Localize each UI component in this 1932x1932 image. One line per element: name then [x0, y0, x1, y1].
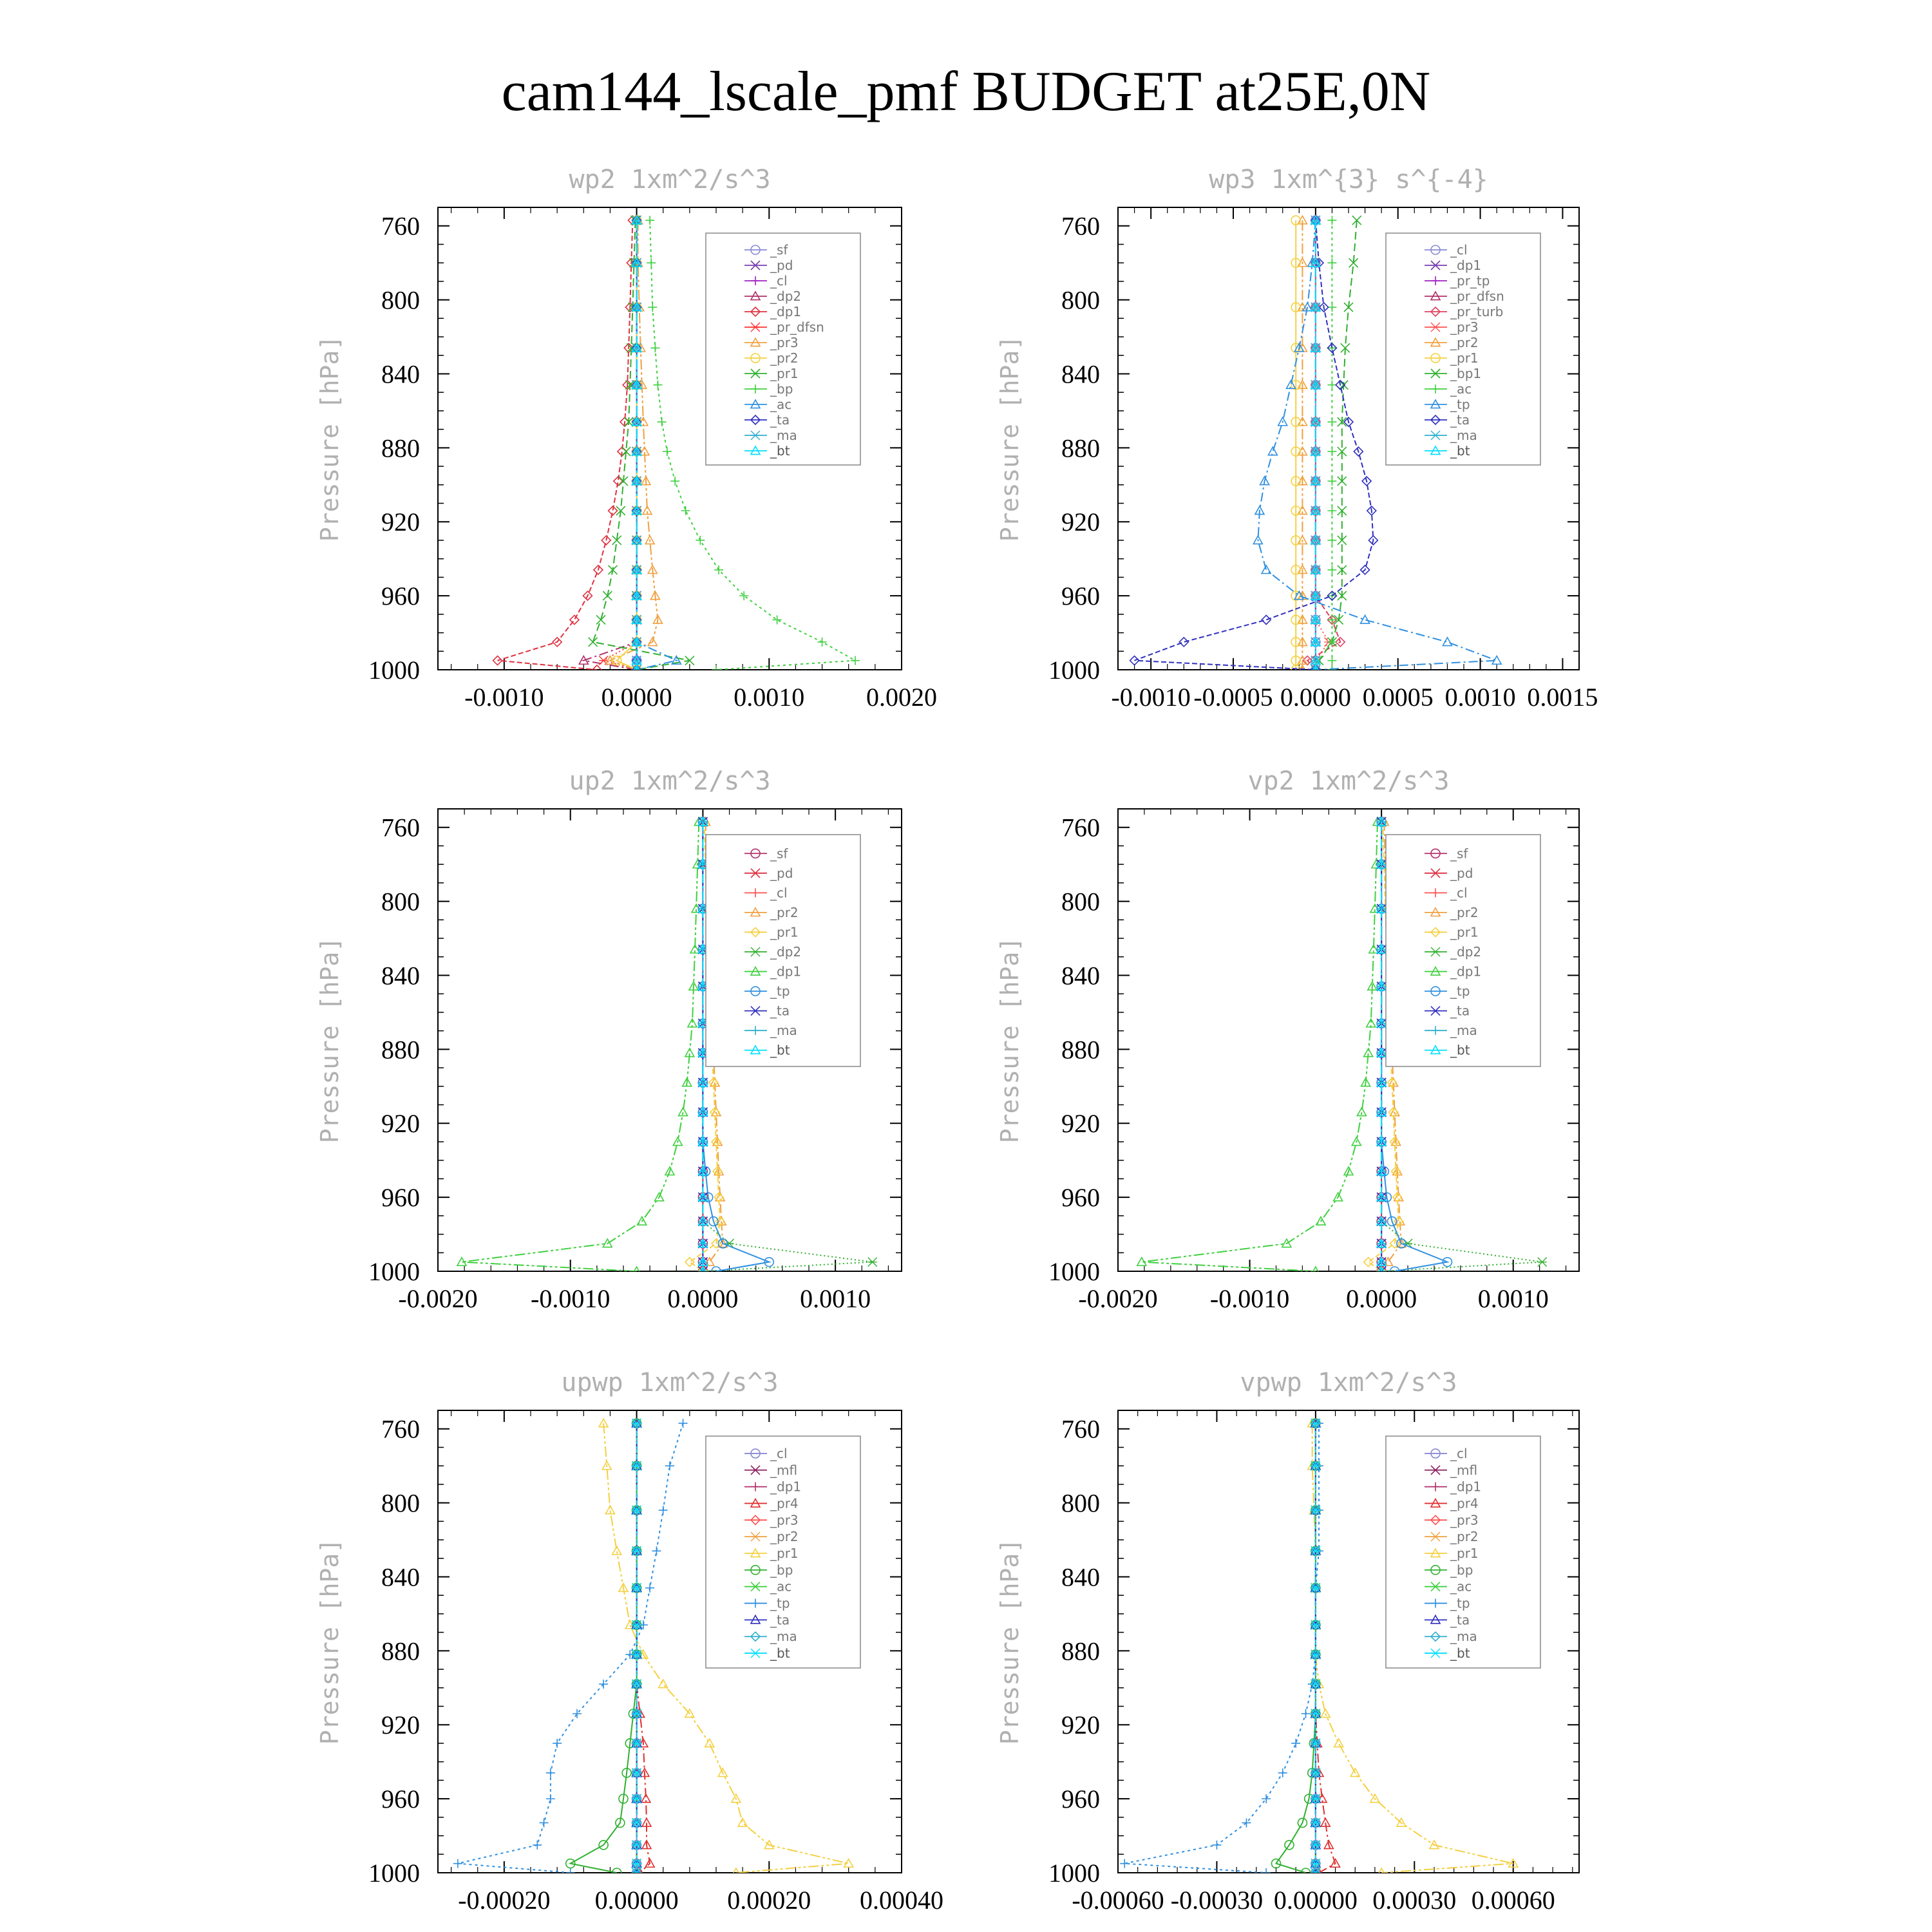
subplot-5 [316, 1368, 943, 1915]
legend-label: _pr1 [770, 1546, 799, 1561]
data-point [596, 615, 605, 624]
legend-label: _pr2 [770, 904, 799, 920]
legend-label: _cl [1450, 1445, 1468, 1461]
series-line-dp1 [1142, 822, 1378, 1271]
data-point [681, 506, 690, 515]
x-tick-label: 0.0000 [1280, 683, 1351, 712]
data-point [1327, 536, 1336, 545]
legend-label: _ma [770, 428, 797, 443]
y-tick-label: 760 [381, 1414, 420, 1444]
y-axis-label: Pressure [hPa] [316, 1538, 344, 1745]
x-tick-label: -0.0020 [398, 1284, 478, 1313]
legend-label: _ac [770, 397, 792, 412]
legend-label: _ac [1450, 1578, 1472, 1595]
data-point [1212, 1841, 1221, 1850]
data-point [1262, 1868, 1271, 1877]
legend-label: _bp1 [1450, 366, 1482, 381]
series-line-pr_dfsn [603, 220, 637, 670]
data-point [670, 477, 679, 486]
legend-label: _pr1 [1450, 1546, 1479, 1561]
subplot-1 [316, 165, 937, 712]
data-point [645, 1584, 654, 1593]
data-point [609, 565, 618, 574]
legend-label: _ac [1450, 381, 1472, 397]
y-tick-label: 840 [381, 961, 420, 990]
x-tick-label: -0.0005 [1193, 683, 1273, 712]
x-tick-label: -0.0010 [1209, 1284, 1290, 1313]
legend-label: _pr4 [770, 1495, 799, 1511]
data-point [1321, 1709, 1330, 1718]
subplot-title: upwp 1xm^2/s^3 [561, 1368, 779, 1397]
legend-label: _bt [770, 1042, 790, 1058]
subplot-title: vpwp 1xm^2/s^3 [1240, 1368, 1457, 1397]
legend-label: _pd [1450, 865, 1473, 881]
y-tick-label: 840 [381, 359, 420, 389]
legend-label: _sf [770, 242, 788, 258]
y-tick-label: 800 [381, 887, 420, 916]
data-point [685, 1258, 694, 1267]
x-tick-label: 0.00040 [860, 1886, 943, 1915]
subplot-title: up2 1xm^2/s^3 [569, 766, 771, 796]
y-tick-label: 960 [1061, 1183, 1100, 1213]
data-point [546, 1794, 555, 1803]
legend-label: _dp1 [770, 1479, 802, 1495]
legend-label: _ta [770, 412, 790, 428]
legend [706, 1436, 860, 1668]
data-point [653, 381, 662, 390]
y-tick-label: 1000 [1048, 1257, 1100, 1286]
legend [706, 835, 860, 1066]
y-axis-label: Pressure [hPa] [996, 1538, 1024, 1745]
data-point [739, 591, 748, 600]
y-tick-label: 880 [1061, 1035, 1100, 1065]
x-tick-label: -0.00060 [1072, 1886, 1164, 1915]
series-line-ac [637, 220, 677, 670]
legend-label: _ma [770, 1629, 797, 1645]
legend-label: _tp [770, 1595, 790, 1611]
y-tick-label: 960 [381, 1183, 420, 1213]
subplot-2 [996, 165, 1598, 712]
y-tick-label: 1000 [1048, 656, 1100, 685]
y-axis-label: Pressure [hPa] [996, 335, 1024, 542]
data-point [1291, 1739, 1300, 1748]
y-tick-label: 760 [1061, 211, 1100, 241]
series-line-bp1 [1316, 220, 1357, 670]
legend-label: _pd [770, 258, 793, 273]
data-point [1334, 1739, 1343, 1747]
legend-label: _pr_turb [1450, 304, 1504, 319]
data-point [663, 447, 672, 456]
legend-label: _tp [770, 983, 790, 999]
legend-label: _ta [770, 1612, 790, 1628]
series-line-tp [1124, 1423, 1319, 1873]
data-point [650, 343, 659, 352]
x-tick-label: 0.0000 [601, 683, 672, 712]
y-tick-label: 800 [1061, 285, 1100, 315]
y-tick-label: 880 [1061, 1636, 1100, 1666]
data-point [1538, 1258, 1547, 1267]
legend-label: _ma [1450, 1023, 1477, 1039]
data-point [1327, 656, 1336, 665]
legend-label: _pr_dfsn [1450, 289, 1504, 304]
legend-label: _dp2 [770, 944, 802, 960]
data-point [533, 1841, 542, 1850]
legend-label: _mfl [1450, 1462, 1478, 1478]
y-tick-label: 800 [381, 285, 420, 315]
data-point [773, 615, 782, 624]
data-point [658, 417, 667, 426]
legend-label: _pr1 [1450, 924, 1479, 940]
legend-label: _bp [770, 1562, 793, 1578]
data-point [1327, 665, 1336, 674]
data-point [1327, 417, 1336, 426]
series-line-dp1 [498, 220, 633, 670]
x-tick-label: 0.0020 [866, 683, 937, 712]
legend-label: _tp [1450, 983, 1470, 999]
legend-label: _pr3 [1450, 1512, 1479, 1528]
x-tick-label: 0.00020 [727, 1886, 811, 1915]
data-point [1327, 216, 1336, 225]
legend-label: _pr2 [1450, 335, 1479, 350]
legend-label: _dp1 [1450, 258, 1482, 273]
data-point [1262, 615, 1271, 624]
subplot-6 [996, 1368, 1579, 1915]
legend [1386, 1436, 1540, 1668]
data-point [1364, 1258, 1373, 1267]
data-point [1268, 447, 1277, 455]
legend-label: _pr2 [1450, 1529, 1479, 1545]
legend-label: _pr2 [770, 350, 799, 366]
x-tick-label: -0.00020 [458, 1886, 551, 1915]
y-tick-label: 920 [381, 1710, 420, 1740]
subplot-title: vp2 1xm^2/s^3 [1247, 766, 1450, 796]
data-point [679, 1419, 688, 1428]
x-tick-label: 0.0000 [667, 1284, 739, 1313]
data-point [1327, 506, 1336, 515]
y-tick-label: 880 [1061, 433, 1100, 463]
series-line-tp [458, 1423, 683, 1873]
data-point [705, 1739, 714, 1747]
legend-label: _pr3 [770, 335, 799, 350]
legend-label: _bt [770, 1645, 790, 1662]
y-tick-label: 960 [1061, 582, 1100, 611]
y-tick-label: 960 [381, 1785, 420, 1814]
subplot-title: wp3 1xm^{3} s^{-4} [1209, 165, 1488, 194]
legend-label: _pr3 [770, 1512, 799, 1528]
x-tick-label: -0.0020 [1078, 1284, 1158, 1313]
data-point [1302, 1709, 1311, 1718]
data-point [453, 1859, 462, 1868]
legend-label: _pd [770, 865, 793, 881]
legend-label: _dp2 [770, 289, 802, 304]
data-point [652, 1546, 661, 1555]
data-point [712, 665, 721, 674]
x-tick-label: 0.0010 [1444, 683, 1516, 712]
series-line-pr4 [1316, 1423, 1336, 1873]
y-tick-label: 800 [1061, 887, 1100, 916]
y-tick-label: 880 [381, 433, 420, 463]
y-tick-label: 1000 [368, 1257, 420, 1286]
x-tick-label: 0.0005 [1362, 683, 1434, 712]
y-tick-label: 920 [381, 507, 420, 537]
y-tick-label: 920 [381, 1109, 420, 1139]
data-point [1327, 258, 1336, 267]
x-tick-label: 0.00000 [1273, 1886, 1358, 1915]
data-point [1278, 1768, 1287, 1777]
data-point [1120, 1859, 1129, 1868]
series-line-ta [1135, 220, 1374, 670]
x-tick-label: -0.00030 [1170, 1886, 1264, 1915]
y-tick-label: 920 [1061, 1109, 1100, 1139]
legend-label: _mfl [770, 1462, 798, 1478]
legend-label: _ma [770, 1023, 797, 1039]
subplot-4 [996, 766, 1579, 1313]
y-tick-label: 960 [1061, 1785, 1100, 1814]
data-point [696, 536, 705, 545]
data-point [1179, 638, 1188, 647]
legend-label: _cl [770, 273, 788, 289]
legend [1386, 835, 1540, 1066]
y-tick-label: 960 [381, 582, 420, 611]
y-tick-label: 800 [1061, 1488, 1100, 1518]
legend-label: _cl [770, 1445, 788, 1461]
y-axis-label: Pressure [hPa] [316, 936, 344, 1144]
data-point [553, 1739, 562, 1748]
x-tick-label: -0.0010 [531, 1284, 611, 1313]
legend-label: _bt [1450, 1042, 1470, 1058]
data-point [1327, 447, 1336, 456]
legend-label: _bt [1450, 443, 1470, 459]
legend-label: _dp1 [1450, 1479, 1482, 1495]
legend-label: _pr_dfsn [770, 319, 824, 335]
x-tick-label: 0.0010 [1477, 1284, 1549, 1313]
legend-label: _bp [1450, 1562, 1473, 1578]
data-point [665, 1461, 674, 1470]
data-point [648, 303, 657, 312]
legend-label: _pr_tp [1450, 273, 1490, 289]
legend-label: _tp [1450, 397, 1470, 412]
series-line-pr4 [637, 1423, 650, 1873]
legend-label: _dp2 [1450, 944, 1482, 960]
data-point [645, 216, 654, 225]
series-line-pr3 [610, 220, 658, 670]
x-tick-label: 0.0010 [734, 683, 805, 712]
data-point [868, 1258, 877, 1267]
legend [1386, 233, 1540, 465]
x-tick-label: 0.00030 [1372, 1886, 1457, 1915]
data-point [1327, 565, 1336, 574]
legend-label: _tp [1450, 1595, 1470, 1611]
legend-label: _ta [770, 1003, 790, 1019]
y-tick-label: 760 [1061, 813, 1100, 842]
legend-label: _ta [1450, 1003, 1470, 1019]
y-tick-label: 760 [381, 211, 420, 241]
legend-label: _dp1 [770, 963, 802, 980]
legend-label: _pr1 [1450, 350, 1479, 366]
legend-label: _ma [1450, 428, 1477, 443]
legend-label: _sf [770, 846, 788, 862]
legend-label: _ma [1450, 1629, 1477, 1645]
x-tick-label: -0.0010 [1111, 683, 1191, 712]
legend-label: _dp1 [1450, 963, 1482, 980]
x-tick-label: 0.0015 [1527, 683, 1598, 712]
legend-label: _cl [1450, 242, 1468, 258]
legend-label: _dp1 [770, 304, 802, 319]
y-tick-label: 840 [1061, 359, 1100, 389]
legend-label: _ta [1450, 412, 1470, 428]
legend-label: _ta [1450, 1612, 1470, 1628]
y-tick-label: 800 [381, 1488, 420, 1518]
data-point [659, 1506, 668, 1515]
subplot-title: wp2 1xm^2/s^3 [569, 165, 771, 194]
data-point [647, 258, 656, 267]
x-tick-label: 0.0000 [1346, 1284, 1417, 1313]
data-point [1327, 343, 1336, 352]
series-line-dp1 [462, 822, 699, 1271]
subplot-3 [316, 766, 902, 1313]
legend-label: _bt [1450, 1645, 1470, 1662]
series-line-bp [571, 1423, 637, 1873]
data-point [589, 638, 598, 647]
y-axis-label: Pressure [hPa] [316, 335, 344, 542]
data-point [566, 1868, 575, 1877]
legend-label: _pr2 [770, 1529, 799, 1545]
y-tick-label: 1000 [368, 656, 420, 685]
y-tick-label: 880 [381, 1636, 420, 1666]
data-point [1443, 638, 1452, 646]
y-tick-label: 1000 [368, 1859, 420, 1888]
y-tick-label: 840 [381, 1562, 420, 1592]
data-point [818, 638, 827, 647]
y-tick-label: 840 [1061, 1562, 1100, 1592]
series-line-pr1 [593, 220, 690, 670]
legend-label: _ac [770, 1578, 792, 1595]
legend-label: _pr3 [1450, 319, 1479, 335]
y-tick-label: 840 [1061, 961, 1100, 990]
y-tick-label: 760 [1061, 1414, 1100, 1444]
legend-label: _pr2 [1450, 904, 1479, 920]
page-title: cam144_lscale_pmf BUDGET at25E,0N [501, 61, 1431, 123]
y-tick-label: 920 [1061, 1710, 1100, 1740]
x-tick-label: 0.00000 [594, 1886, 679, 1915]
data-point [851, 656, 860, 665]
legend-label: _pr4 [1450, 1495, 1479, 1511]
data-point [546, 1768, 555, 1777]
series-line-dp2 [583, 220, 636, 670]
legend-label: _cl [1450, 885, 1468, 901]
y-tick-label: 1000 [1048, 1859, 1100, 1888]
legend-label: _bt [770, 443, 790, 459]
y-tick-label: 880 [381, 1035, 420, 1065]
data-point [1327, 477, 1336, 486]
legend-label: _bp [770, 381, 793, 397]
x-tick-label: 0.00060 [1471, 1886, 1555, 1915]
legend [706, 233, 860, 465]
series-line-bp [1276, 1423, 1316, 1873]
x-tick-label: -0.0010 [464, 683, 544, 712]
legend-label: _cl [770, 885, 788, 901]
legend-label: _sf [1450, 846, 1468, 862]
legend-label: _pr1 [770, 366, 799, 381]
y-tick-label: 920 [1061, 507, 1100, 537]
y-axis-label: Pressure [hPa] [996, 936, 1024, 1144]
y-tick-label: 760 [381, 813, 420, 842]
legend-label: _pr1 [770, 924, 799, 940]
data-point [540, 1818, 549, 1827]
data-point [659, 1680, 668, 1688]
x-tick-label: 0.0010 [800, 1284, 871, 1313]
